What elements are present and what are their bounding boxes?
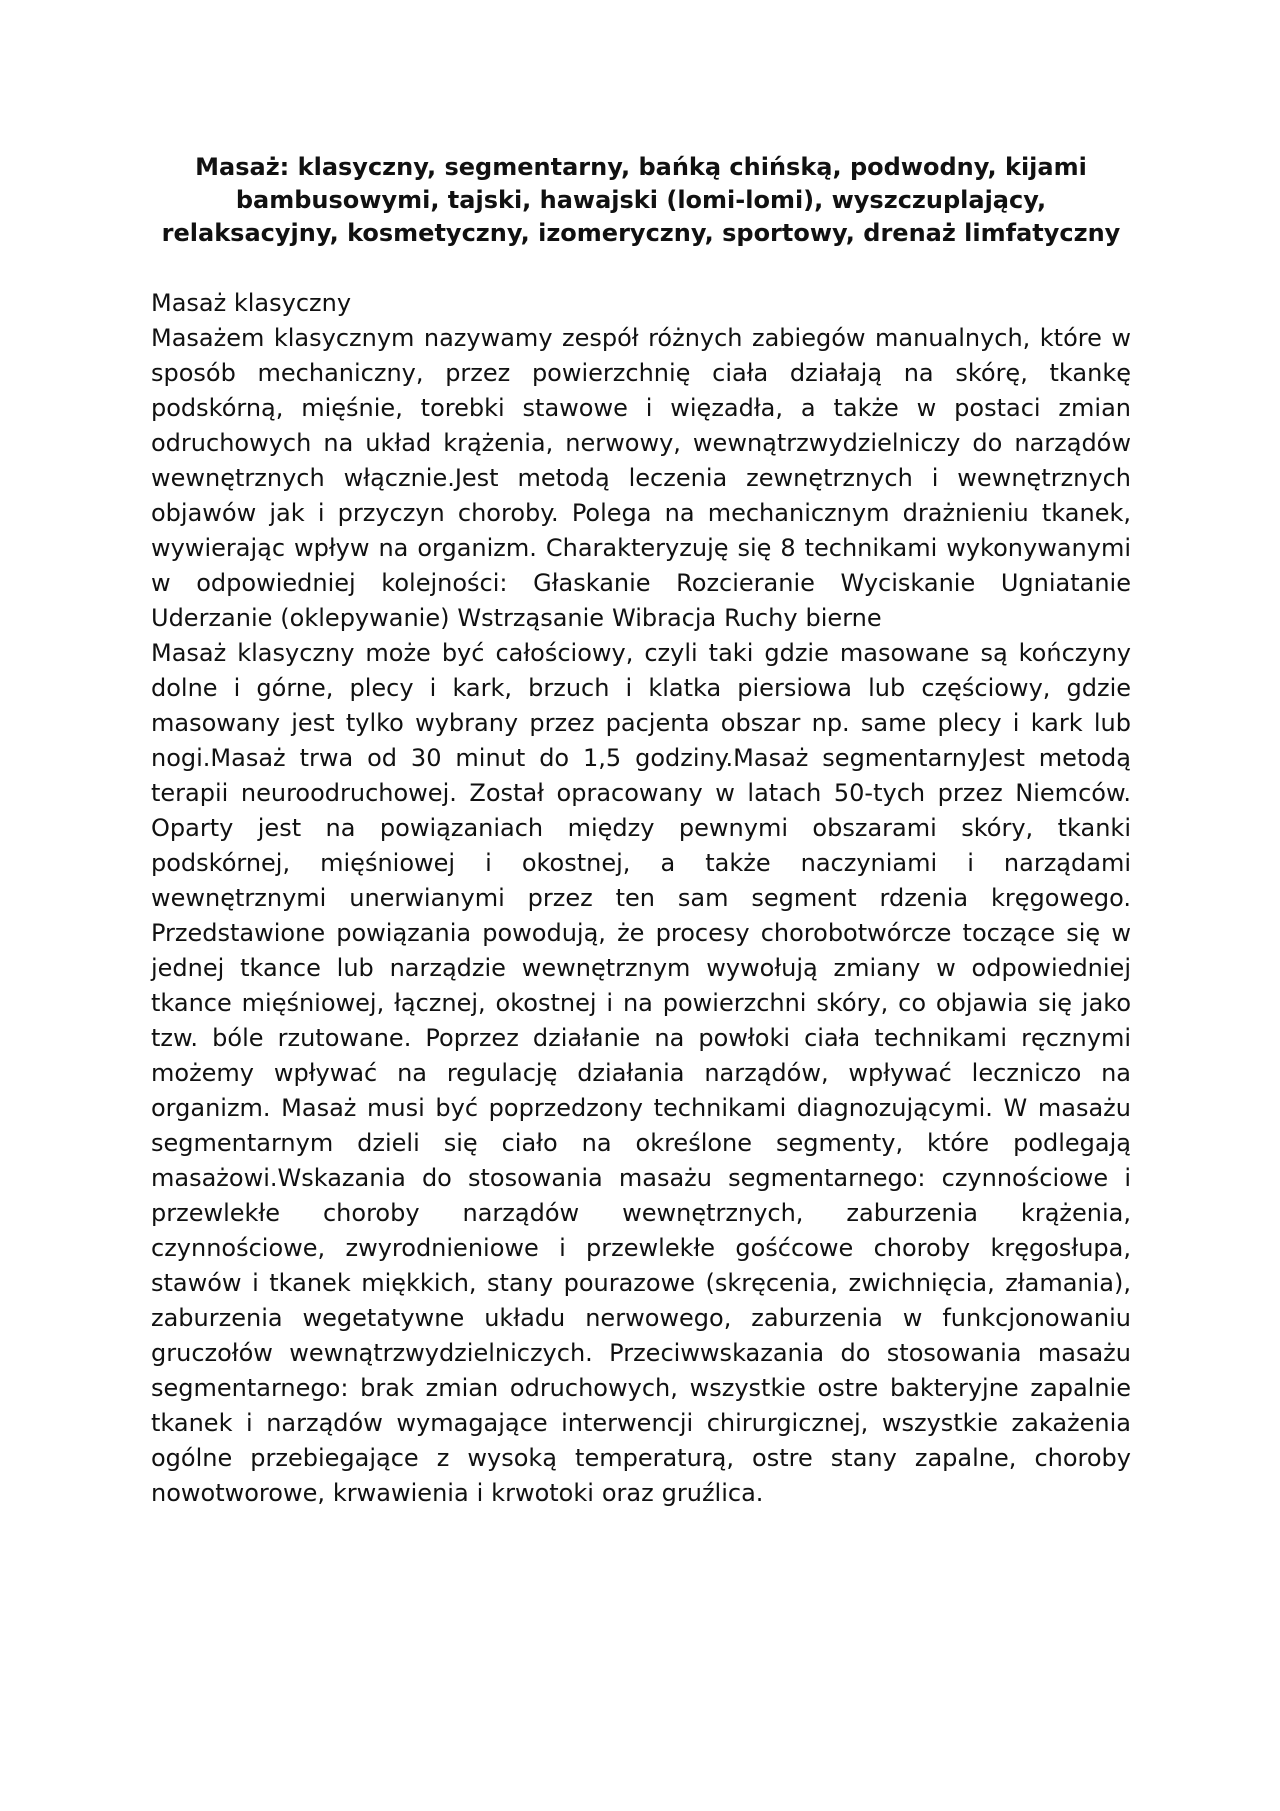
paragraph-segmental-massage: Masaż klasyczny może być całościowy, czyli taki gdzie masowane są kończyny dolne i górne, plecy i kark, brzuch i klatka piersiowa lub częściowy, gdzie masowany jest tylko wybrany przez pacjenta obszar np. same plecy i kark lub nogi.Masaż trwa od 30 minut do 1,5 godziny.Masaż segmentarnyJest metodą terapii neuroodruchowej. Został opracowany w latach 50-tych przez Niemców. Oparty jest na powiązaniach między pewnymi obszarami skóry, tkanki podskórnej, mięśniowej i okostnej, a także naczyniami i narządami wewnętrznymi unerwianymi przez ten sam segment rdzenia kręgowego. Przedstawione powiązania powodują, że procesy chorobotwórcze toczące się w jednej tkance lub narządzie wewnętrznym wywołują zmiany w odpowiedniej tkance mięśniowej, łącznej, okostnej i na powierzchni skóry, co objawia się jako tzw. bóle rzutowane. Poprzez działanie na powłoki ciała technikami ręcznymi możemy wpływać na regulację działania narządów, wpływać leczniczo na organizm. Masaż musi być poprzedzony technikami diagnozującymi. W masażu segmentarnym dzieli się ciało na określone segmenty, które podlegają masażowi.Wskazania do stosowania masażu segmentarnego: czynnościowe i przewlekłe choroby narządów wewnętrznych, zaburzenia krążenia, czynnościowe, zwyrodnieniowe i przewlekłe gośćcowe choroby kręgosłupa, stawów i tkanek miękkich, stany pourazowe (skręcenia, zwichnięcia, złamania), zaburzenia wegetatywne układu nerwowego, zaburzenia w funkcjonowaniu gruczołów wewnątrzwydzielniczych. Przeciwwskazania do stosowania masażu segmentarnego: brak zmian odruchowych, wszystkie ostre bakteryjne zapalnie tkanek i narządów wymagające interwencji chirurgicznej, wszystkie zakażenia ogólne przebiegające z wysoką temperaturą, ostre stany zapalne, choroby nowotworowe, krwawienia i krwotoki oraz gruźlica. xyxy=(151,639,1131,1507)
section-heading: Masaż klasyczny xyxy=(151,289,352,317)
document-title: Masaż: klasyczny, segmentarny, bańką chińską, podwodny, kijami bambusowymi, tajski, hawajski (lomi-lomi), wyszczuplający, relaksacyjny, kosmetyczny, izomeryczny, sportowy, drenaż limfatyczny xyxy=(161,153,1121,247)
document-body xyxy=(151,286,1131,1511)
paragraph-classic-massage: Masażem klasycznym nazywamy zespół różnych zabiegów manualnych, które w sposób mechaniczny, przez powierzchnię ciała działają na skórę, tkankę podskórną, mięśnie, torebki stawowe i więzadła, a także w postaci zmian odruchowych na układ krążenia, nerwowy, wewnątrzwydzielniczy do narządów wewnętrznych włącznie.Jest metodą leczenia zewnętrznych i wewnętrznych objawów jak i przyczyn choroby. Polega na mechanicznym drażnieniu tkanek, wywierając wpływ na organizm. Charakteryzuję się 8 technikami wykonywanymi w odpowiedniej kolejności: Głaskanie Rozcieranie Wyciskanie Ugniatanie Uderzanie (oklepywanie) Wstrząsanie Wibracja Ruchy bierne xyxy=(151,324,1131,632)
document-page xyxy=(151,151,1131,1511)
